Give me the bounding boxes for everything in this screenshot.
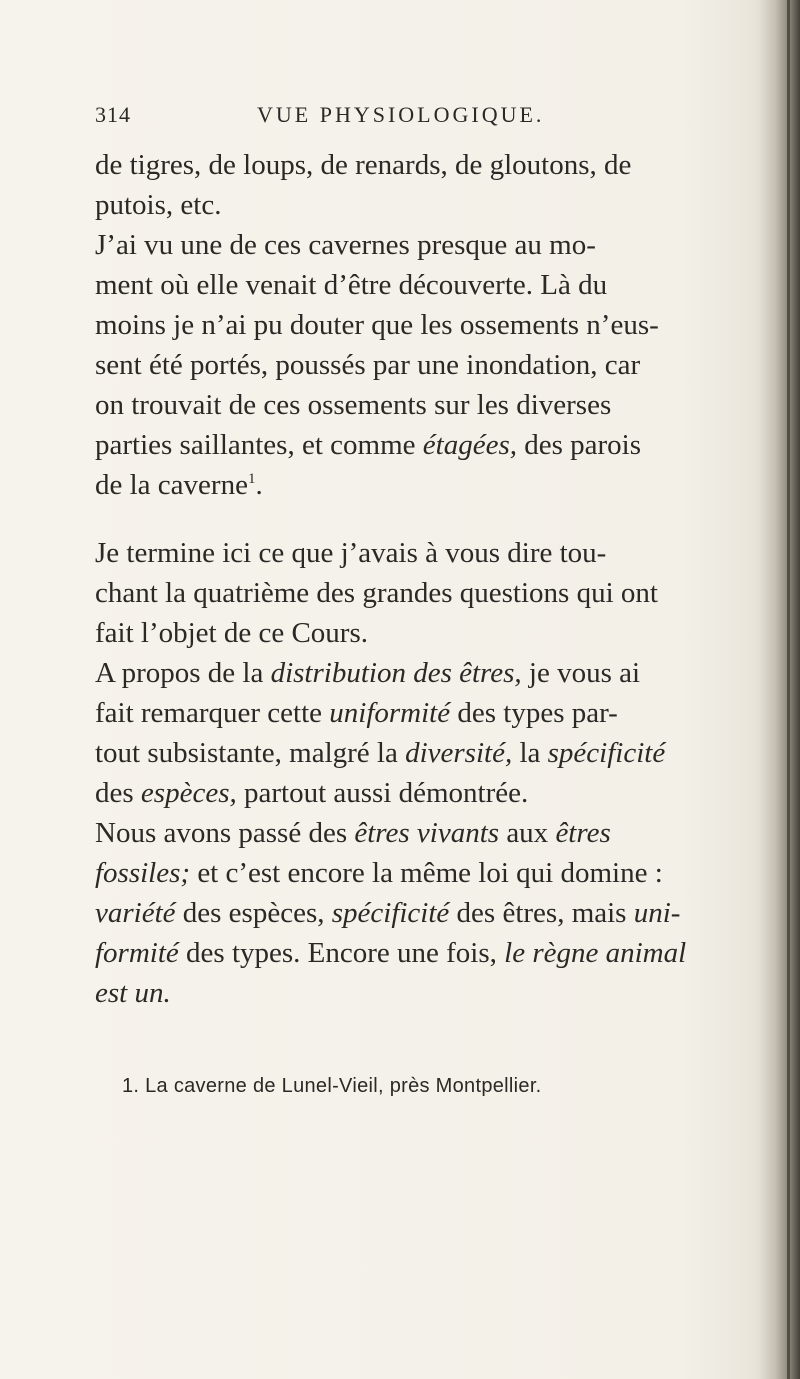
italic-text: le règne animal <box>504 937 687 969</box>
text-segment: je vous ai <box>521 657 641 689</box>
text-segment: partout aussi démontrée. <box>236 777 529 809</box>
text-segment: de la caverne <box>95 469 248 501</box>
text-line <box>95 973 670 1013</box>
text-line <box>95 185 670 225</box>
text-segment: la <box>512 737 548 769</box>
binding-shadow <box>758 0 800 1379</box>
text-segment: et c’est encore la même loi qui domine : <box>190 857 663 889</box>
text-segment: des <box>95 777 141 809</box>
italic-text: formité <box>95 937 179 969</box>
text-segment: parties saillantes, et comme <box>95 429 423 461</box>
text-line <box>95 813 670 853</box>
text-segment: sent été portés, poussés par une inondation, car <box>95 349 641 381</box>
text-segment: des parois <box>516 429 642 461</box>
paragraph <box>95 813 687 1013</box>
text-segment: J’ai vu une de ces cavernes presque au mo- <box>95 229 596 261</box>
text-segment: ment où elle venait d’être découverte. Là du <box>95 269 608 301</box>
text-segment: des types par- <box>450 697 618 729</box>
italic-text: diversité, <box>405 737 513 769</box>
italic-text: uni- <box>633 897 681 929</box>
text-segment: tout subsistante, malgré la <box>95 737 406 769</box>
page-number: 314 <box>95 102 131 127</box>
text-line <box>95 345 670 385</box>
text-segment: de tigres, de loups, de renards, de gloutons, de <box>95 149 632 181</box>
text-line <box>95 145 670 185</box>
paragraph <box>95 533 670 653</box>
footnote: 1. La caverne de Lunel-Vieil, près Montpellier. <box>122 1075 542 1097</box>
text-segment: . <box>255 469 263 501</box>
italic-text: variété <box>95 897 176 929</box>
italic-text: spécificité <box>331 897 450 929</box>
italic-text: distribution des êtres, <box>270 657 522 689</box>
italic-text: êtres vivants <box>354 817 500 849</box>
text-segment: Nous avons passé des <box>95 817 355 849</box>
text-segment: chant la quatrième des grandes questions qui ont <box>95 577 658 609</box>
text-segment: des types. Encore une fois, <box>178 937 505 969</box>
text-line <box>95 305 670 345</box>
text-line <box>95 533 670 573</box>
text-segment: on trouvait de ces ossements sur les diverses <box>95 389 612 421</box>
text-line <box>95 613 670 653</box>
text-line <box>95 265 670 305</box>
text-line <box>95 465 670 505</box>
paragraph <box>95 225 670 505</box>
text-line <box>95 653 670 693</box>
paragraph-gap <box>95 505 670 533</box>
text-line <box>95 225 670 265</box>
italic-text: fossiles; <box>95 857 191 889</box>
text-segment: putois, etc. <box>95 189 222 221</box>
text-line <box>95 893 681 933</box>
text-segment: fait remarquer cette <box>95 697 330 729</box>
text-line <box>95 853 670 893</box>
text-segment: moins je n’ai pu douter que les ossements n’eus- <box>95 309 659 341</box>
text-line <box>95 933 687 973</box>
italic-text: est un. <box>95 977 171 1009</box>
paragraph <box>95 145 670 225</box>
text-segment: aux <box>499 817 556 849</box>
text-segment: des êtres, mais <box>449 897 634 929</box>
text-line <box>95 385 670 425</box>
page-header <box>95 102 655 132</box>
body-text <box>95 145 687 1013</box>
text-line <box>95 733 670 773</box>
italic-text: espèces, <box>140 777 237 809</box>
text-line <box>95 693 670 733</box>
text-line <box>95 425 670 465</box>
paragraph <box>95 653 670 813</box>
running-head: VUE PHYSIOLOGIQUE. <box>257 102 545 127</box>
text-line <box>95 573 670 613</box>
italic-text: spécificité <box>547 737 666 769</box>
italic-text: étagées, <box>422 429 517 461</box>
footnote-marker: 1 <box>247 471 256 487</box>
text-segment: A propos de la <box>95 657 271 689</box>
text-line <box>95 773 670 813</box>
text-segment: des espèces, <box>175 897 332 929</box>
text-segment: Je termine ici ce que j’avais à vous dire tou- <box>95 537 607 569</box>
italic-text: uniformité <box>329 697 451 729</box>
page-edge <box>787 0 790 1379</box>
text-segment: fait l’objet de ce Cours. <box>95 617 368 649</box>
italic-text: êtres <box>555 817 611 849</box>
